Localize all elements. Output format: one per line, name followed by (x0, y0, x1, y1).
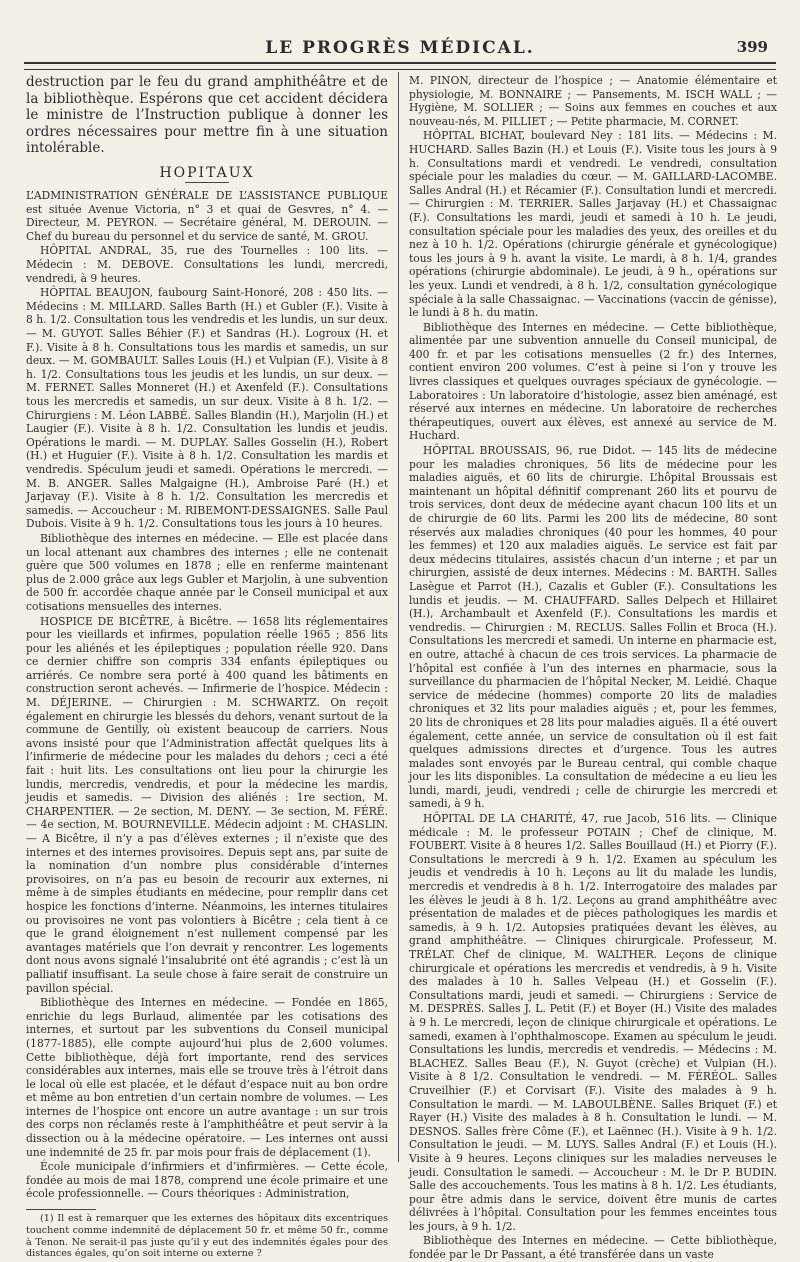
section-separator (185, 182, 229, 183)
paragraph-bibliotheque-bichat: Bibliothèque des Internes en médecine. — Cette bibliothèque, alimentée par une subvention annuelle du Conseil municipal, de 400 fr. et par les cotisations mensuelles (2 fr.) des Internes, contient environ 200 volumes. C’est à peine si l’on y trouve les livres classiques et quelques ouvrages spéciaux de gynécologie. — Laboratoires : Un laboratoire d’histologie, assez bien aménagé, est réservé aux internes en médecine. Un laboratoire de recherches thérapeutiques, ouvert aux élèves, est annexé au service de M. Huchard. (409, 320, 777, 443)
paragraph-hopital-beaujon: HÔPITAL BEAUJON, faubourg Saint-Honoré, 208 : 450 lits. — Médecins : M. MILLARD. Salles Barth (H.) et Gubler (F.). Visite à 8 h. 1/2. Consultation tous les vendredis et les lundis, un sur deux. — M. GUYOT. Salles Béhier (F.) et Sandras (H.). Logroux (H. et F.). Visite à 8 h. Consultations tous les mardis et samedis, un sur deux. — M. GOMBAULT. Salles Louis (H.) et Vulpian (F.). Visite à 8 h. 1/2. Consultations tous les jeudis et les lundis, un sur deux. — M. FERNET. Salles Monneret (H.) et Axenfeld (F.). Consultations tous les mercredis et samedis, un sur deux. Visite à 8 h. 1/2. — Chirurgiens : M. Léon LABBÉ. Salles Blandin (H.), Marjolin (H.) et Laugier (F.). Visite à 8 h. 1/2. Consultation les lundis et jeudis. Opérations le mardi. — M. DUPLAY. Salles Gosselin (H.), Robert (H.) et Huguier (F.). Visite à 8 h. 1/2. Consultation les mardis et vendredis. Spéculum jeudi et samedi. Opérations le mercredi. — M. B. ANGER. Salles Malgaigne (H.), Ambroise Paré (H.) et Jarjavay (F.). Visite à 8 h. 1/2. Consultation les mercredis et samedis. — Accoucheur : M. RIBEMONT-DESSAIGNES. Salle Paul Dubois. Visite à 9 h. 1/2. Consultations tous les jours à 10 heures. (26, 286, 388, 531)
paragraph-hopital-bichat: HÔPITAL BICHAT, boulevard Ney : 181 lits. — Médecins : M. HUCHARD. Salles Bazin (H.) et Louis (F.). Visite tous les jours à 9 h. Consultations mardi et vendredi. Le vendredi, consultation spéciale pour les maladies du cœur. — M. GAILLARD-LACOMBE. Salles Andral (H.) et Récamier (F.). Consultation lundi et mercredi. — Chirurgien : M. TERRIER. Salles Jarjavay (H.) et Chassaignac (F.). Consultations les mardi, jeudi et samedi à 10 h. Le jeudi, consultation spéciale pour les maladies des yeux, des oreilles et du nez à 10 h. 1/2. Opérations (chirurgie générale et gynécologique) tous les jours à 9 h. avant la visite. Le mardi, à 8 h. 1/4, grandes opérations (chirurgie abdominale). Le jeudi, à 9 h., opérations sur les yeux. Lundi et vendredi, à 8 h. 1/2, consultation gynécologique spéciale à la salle Chassaignac. — Vaccinations (vaccin de génisse), le lundi à 8 h. du matin. (409, 129, 777, 320)
header-rule (24, 62, 776, 70)
right-column (409, 74, 777, 1262)
paragraph-bibliotheque-bicetre: Bibliothèque des Internes en médecine. — Fondée en 1865, enrichie du legs Burlaud, alimentée par les cotisations des internes, et surtout par les subventions du Conseil municipal (1877-1885), elle compte aujourd’hui plus de 2,600 volumes. Cette bibliothèque, déjà fort importante, rend des services considérables aux internes, mais elle se trouve très à l’étroit dans le local où elle est placée, et le défaut d’espace nuit au bon ordre et même au bon entretien d’un certain nombre de volumes. — Les internes de l’hospice ont encore un autre avantage : un sur trois des corps non réclamés reste à l’amphithéâtre et peut servir à la dissection ou à la médecine opératoire. — Les internes ont aussi une indemnité de 25 fr. par mois pour frais de déplacement (1). (26, 996, 388, 1159)
left-column (26, 74, 388, 1260)
paragraph-bibliotheque-beaujon: Bibliothèque des internes en médecine. — Elle est placée dans un local attenant aux chambres des internes ; elle ne contenait guère que 500 volumes en 1878 ; elle en renferme maintenant plus de 2.000 grâce aux legs Gubler et Marjolin, à une subvention de 500 fr. accordée chaque année par le Conseil municipal et aux cotisations mensuelles des internes. (26, 531, 388, 613)
paragraph-ecole-infirmiers: École municipale d’infirmiers et d’infirmières. — Cette école, fondée au mois de mai 1878, comprend une école primaire et une école professionnelle. — Cours théoriques : Administration, (26, 1160, 388, 1201)
paragraph-hopital-andral: HÔPITAL ANDRAL, 35, rue des Tournelles : 100 lits. — Médecin : M. DEBOVE. Consultations les lundi, mercredi, vendredi, à 9 heures. (26, 244, 388, 285)
page-number: 399 (736, 38, 768, 56)
section-heading: HOPITAUX (159, 164, 255, 181)
footnote: (1) Il est à remarquer que les externes des hôpitaux dits excentriques touchent comme indemnité de déplacement 50 fr. et même 50 fr., comme à Tenon. Ne serait-il pas juste qu’il y eut des indemnités égales pour des distances égales, qu’on soit interne ou externe ? (26, 1213, 388, 1260)
paragraph-hopital-charite: HÔPITAL DE LA CHARITÉ, 47, rue Jacob, 516 lits. — Clinique médicale : M. le professeur POTAIN ; Chef de clinique, M. FOUBERT. Visite à 8 heures 1/2. Salles Bouillaud (H.) et Piorry (F.). Consultations le mercredi à 9 h. 1/2. Examen au spéculum les jeudis et vendredis à 10 h. Leçons au lit du malade les lundis, mercredis et vendredis à 8 h. 1/2. Interrogatoire des malades par les élèves le jeudi à 8 h. 1/2. Leçons au grand amphithéâtre avec présentation de malades et de pièces pathologiques les mardis et samedis, à 9 h. 1/2. Autopsies pratiquées devant les élèves, au grand amphithéâtre. — Cliniques chirurgicale. Professeur, M. TRÉLAT. Chef de clinique, M. WALTHER. Leçons de clinique chirurgicale et opérations les mercredis et vendredis, à 9 h. Visite des malades à 10 h. Salles Velpeau (H.) et Gosselin (F.). Consultations mardi, jeudi et samedi. — Chirurgiens : Service de M. DESPRÈS. Salles J. L. Petit (F.) et Boyer (H.) Visite des malades à 9 h. Le mercredi, leçon de clinique chirurgicale et opérations. Le samedi, examen à l’ophthalmoscope. Examen au spéculum le jeudi. Consultations les lundis, mercredis et vendredis. — Médecins : M. BLACHEZ. Salles Beau (F.), N. Guyot (crèche) et Vulpian (H.). Visite à 8 1/2. Consultation le vendredi. — M. FÉRÉOL. Salles Cruveilhier (F.) et Corvisart (F.). Visite des malades à 9 h. Consultation le mardi. — M. LABOULBÈNE. Salles Briquet (F.) et Rayer (H.) Visite des malades à 8 h. Consultation le lundi. — M. DESNOS. Salles frère Côme (F.), et Laënnec (H.). Visite à 9 h. 1/2. Consultation le jeudi. — M. LUYS. Salles Andral (F.) et Louis (H.). Visite à 9 heures. Leçons cliniques sur les maladies nerveuses le jeudi. Consultation le samedi. — Accoucheur : M. le Dr P. BUDIN. Salle des accouchements. Tous les matins à 8 h. 1/2. Les étudiants, pour être admis dans le service, doivent être munis de cartes délivrées à l’hôpital. Consultation pour les femmes enceintes tous les jours, à 9 h. 1/2. (409, 812, 777, 1233)
paragraph-bibliotheque-charite: Bibliothèque des Internes en médecine. — Cette bibliothèque, fondée par le Dr Passant, a été transférée dans un vaste (409, 1234, 777, 1262)
footnote-separator (26, 1209, 96, 1210)
paragraph-hospice-bicetre: HOSPICE DE BICÊTRE, à Bicêtre. — 1658 lits réglementaires pour les vieillards et infirmes, population réelle 1965 ; 856 lits pour les aliénés et les épileptiques ; population réelle 920. Dans ce dernier chiffre son compris 334 enfants épileptiques ou arriérés. Ce nombre sera porté à 400 quand les bâtiments en construction seront achevés. — Infirmerie de l’hospice. Médecin : M. DÉJERINE. — Chirurgien : M. SCHWARTZ. On reçoit également en chirurgie les blessés du dehors, venant surtout de la commune de Gentilly, où existent beaucoup de carriers. Nous avons insisté pour que l’Administration affectât quelques lits à l’infirmerie de médecine pour les malades du dehors ; ceci a été fait : huit lits. Les consultations ont lieu pour la chirurgie les lundis, mercredis, vendredis, et pour la médecine les mardis, jeudis et samedis. — Division des aliénés : 1re section, M. CHARPENTIER. — 2e section, M. DENY. — 3e section, M. FÉRÉ. — 4e section, M. BOURNEVILLE. Médecin adjoint : M. CHASLIN. — A Bicêtre, il n’y a pas d’élèves externes ; il n’existe que des internes et des internes provisoires. Depuis sept ans, par suite de la nomination d’un nombre plus considérable d’internes provisoires, on n’a pas eu besoin de recourir aux externes, ni même à de simples étudiants en médecine, pour remplir dans cet hospice les fonctions d’interne. Néanmoins, les internes titulaires ou provisoires ne vont pas volontiers à Bicêtre ; cela tient à ce que le grand éloignement n’est nullement compensé par les avantages matériels que l’on devrait y rencontrer. Les logements dont nous avons signalé l’insalubrité ont été agrandis ; c’est là un palliatif insuffisant. La seule chose à faire serait de construire un pavillon spécial. (26, 614, 388, 995)
paragraph-assistance-publique: L’ADMINISTRATION GÉNÉRALE DE L’ASSISTANCE PUBLIQUE est située Avenue Victoria, n° 3 et quai de Gesvres, n° 4. — Directeur, M. PEYRON. — Secrétaire général, M. DEROUIN. — Chef du bureau du personnel et du service de santé, M. GROU. (26, 189, 388, 243)
running-title: LE PROGRÈS MÉDICAL. (265, 38, 535, 58)
paragraph-ecole-cours: M. PINON, directeur de l’hospice ; — Anatomie élémentaire et physiologie, M. BONNAIRE ; — Pansements, M. ISCH WALL ; — Hygiène, M. SOLLIER ; — Soins aux femmes en couches et aux nouveau-nés, M. PILLIET ; — Petite pharmacie, M. CORNET. (409, 74, 777, 128)
page-header (24, 38, 776, 60)
column-divider (398, 72, 399, 1162)
paragraph-hopital-broussais: HÔPITAL BROUSSAIS, 96, rue Didot. — 145 lits de médecine pour les maladies chroniques, 56 lits de médecine pour les maladies aiguës, et 60 lits de chirurgie. L’hôpital Broussais est maintenant un hôpital définitif comprenant 260 lits et pourvu de trois services, dont deux de médecine ayant chacun 100 lits et un de chirurgie de 60 lits. Parmi les 200 lits de médecine, 80 sont réservés aux maladies chroniques (40 pour les hommes, 40 pour les femmes) et 120 aux maladies aiguës. Le service est fait par deux médecins titulaires, assistés chacun d’un interne ; et par un chirurgien, assisté de deux internes. Médecins : M. BARTH. Salles Lasègue et Parrot (H.), Cazalis et Gubler (F.). Consultations les lundis et jeudis. — M. CHAUFFARD. Salles Delpech et Hillairet (H.), Archambault et Axenfeld (F.). Consultations les mardis et vendredis. — Chirurgien : M. RECLUS. Salles Follin et Broca (H.). Consultations les mercredi et samedi. Un interne en pharmacie est, en outre, attaché à chacun de ces trois services. La pharmacie de l’hôpital est confiée à l’un des internes en pharmacie, sous la surveillance du pharmacien de l’hôpital Necker, M. Leidié. Chaque service de médecine (hommes) comporte 20 lits de maladies chroniques et 32 lits pour maladies aiguës ; et, pour les femmes, 20 lits de chroniques et 28 lits pour maladies aiguës. Il a été ouvert également, cette année, un service de consultation où il est fait quelques admissions directes et d’urgence. Tous les autres malades sont envoyés par le Bureau central, qui comble chaque jour les lits disponibles. La consultation de médecine a eu lieu les lundi, mardi, jeudi, vendredi ; celle de chirurgie les mercredi et samedi, à 9 h. (409, 444, 777, 811)
lead-paragraph: destruction par le feu du grand amphithéâtre et de la bibliothèque. Espérons que cet accident décidera le ministre de l’Instruction publique à donner les ordres nécessaires pour mettre fin à une situation intolérable. (26, 74, 388, 156)
